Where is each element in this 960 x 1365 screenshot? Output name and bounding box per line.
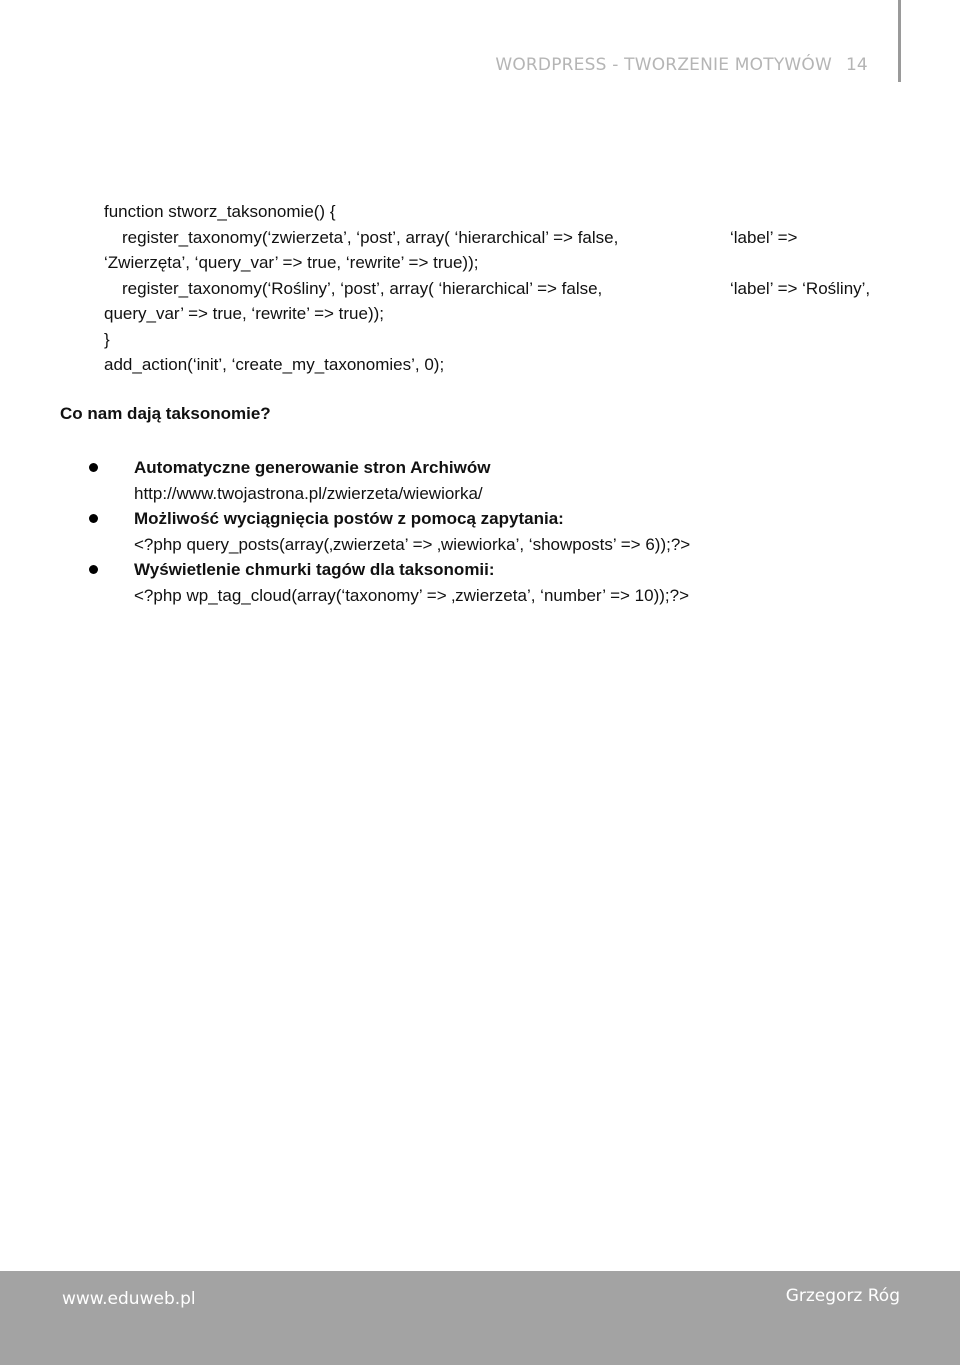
bullet-detail: <?php wp_tag_cloud(array(‘taxonomy’ => ‚zwierzeta’, ‘number’ => 10));?>: [134, 585, 689, 605]
code-line-text: add_action(‘init’, ‘create_my_taxonomies’, 0);: [104, 355, 445, 374]
code-line: [104, 250, 904, 276]
code-line: [104, 352, 904, 378]
bullet-title: Wyświetlenie chmurki tagów dla taksonomii:: [134, 560, 495, 579]
bullet-icon: [89, 463, 98, 472]
code-block: [104, 199, 904, 378]
bullet-title: Automatyczne generowanie stron Archiwów: [134, 458, 491, 477]
bullet-list: [134, 455, 914, 608]
code-line-text: query_var’ => true, ‘rewrite’ => true));: [104, 304, 384, 323]
code-line-text: ‘Zwierzęta’, ‘query_var’ => true, ‘rewrite’ => true));: [104, 253, 479, 272]
code-line-side: ‘label’ =>: [730, 227, 798, 247]
code-line-text: register_taxonomy(‘zwierzeta’, ‘post’, array( ‘hierarchical’ => false,: [122, 227, 619, 247]
code-line-text: function stworz_taksonomie() {: [104, 202, 336, 221]
bullet-detail: <?php query_posts(array(‚zwierzeta’ => ‚wiewiorka’, ‘showposts’ => 6));?>: [134, 534, 691, 554]
code-line: [104, 327, 904, 353]
list-item: [134, 506, 914, 557]
code-line-text: }: [104, 329, 110, 349]
bullet-icon: [89, 514, 98, 523]
code-line: [104, 301, 904, 327]
bullet-detail: http://www.twojastrona.pl/zwierzeta/wiewiorka/: [134, 483, 483, 503]
header-title: WORDPRESS - TWORZENIE MOTYWÓW: [495, 55, 832, 75]
header-divider: [898, 0, 901, 82]
list-item: [134, 455, 914, 506]
code-line-side: ‘label’ => ‘Rośliny’,: [730, 278, 871, 298]
footer-author: Grzegorz Róg: [785, 1286, 900, 1306]
section-heading: Co nam dają taksonomie?: [60, 404, 271, 423]
bullet-icon: [89, 565, 98, 574]
code-line: [104, 225, 904, 251]
list-item: [134, 557, 914, 608]
code-line: [104, 199, 904, 225]
code-line: [104, 276, 904, 302]
page-footer: [0, 1271, 960, 1365]
footer-website: www.eduweb.pl: [62, 1289, 196, 1309]
bullet-title: Możliwość wyciągnięcia postów z pomocą zapytania:: [134, 509, 564, 528]
page-number: 14: [846, 55, 868, 75]
code-line-text: register_taxonomy(‘Rośliny’, ‘post’, array( ‘hierarchical’ => false,: [122, 278, 603, 298]
